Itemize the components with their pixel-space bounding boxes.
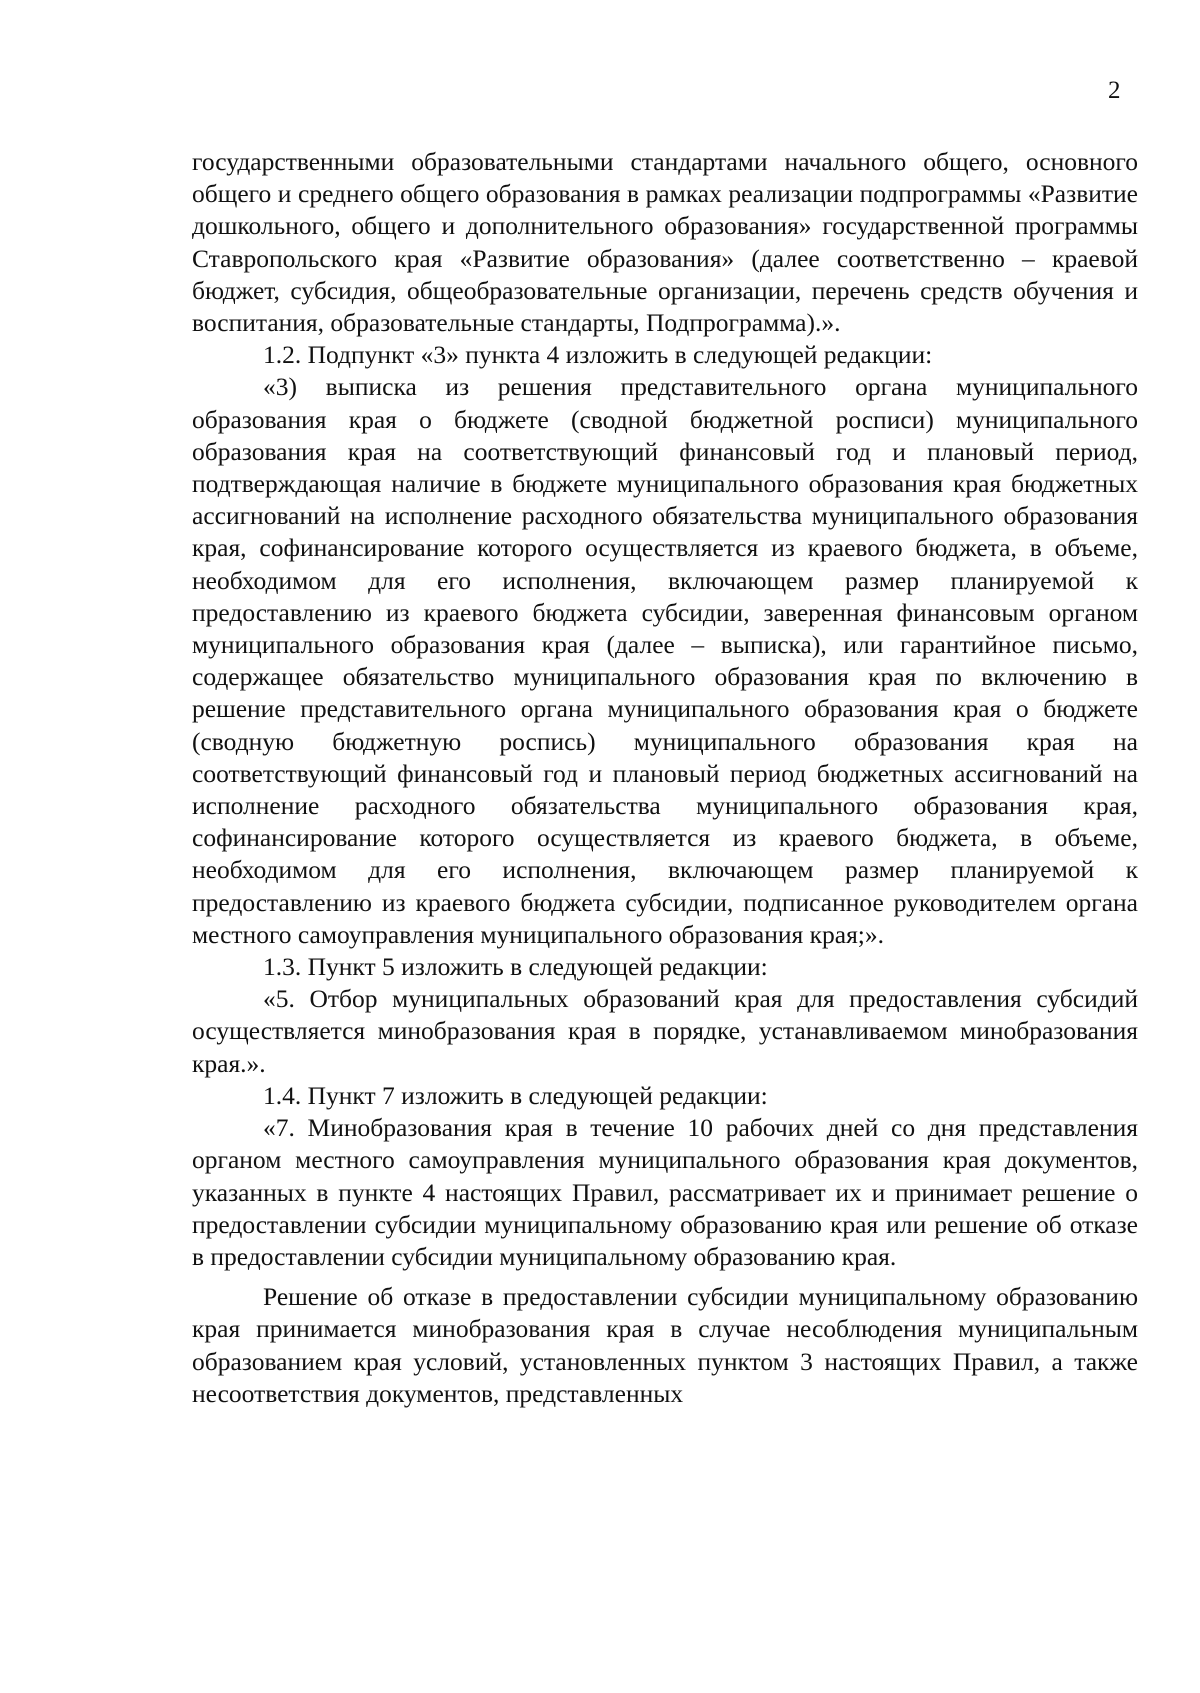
paragraph-item-1-4: 1.4. Пункт 7 изложить в следующей редакции: xyxy=(263,1080,768,1110)
paragraph-subitem-3: «3) выписка из решения представительного органа муниципального образования края о бюджете (сводной бюджетной росписи) муниципального образования края на соответствующий финансовый год и плановый период, подтверждающая наличие в бюджете муниципального образования края бюджетных ассигнований на исполнение расходного обязательства муниципального образования края, софинансирование которого осуществляется из краевого бюджета, в объеме, необходимом для его исполнения, включающем размер планируемой к предоставлению из краевого бюджета субсидии, заверенная финансовым органом муниципального образования края (далее – выписка), или гарантийное письмо, содержащее обязательство муниципального образования края по включению в решение представительного органа муниципального образования края о бюджете (сводную бюджетную роспись) муниципального образования края на соответствующий финансовый год и плановый период бюджетных ассигнований на исполнение расходного обязательства муниципального образования края, софинансирование которого осуществляется из краевого бюджета, в объеме, необходимом для его исполнения, включающем размер планируемой к предоставлению из краевого бюджета субсидии, подписанное руководителем органа местного самоуправления муниципального образования края;». xyxy=(192,372,1138,949)
paragraph-continuation: государственными образовательными стандартами начального общего, основного общего и среднего общего образования в рамках реализации подпрограммы «Развитие дошкольного, общего и дополнительного образования» государственной программы Ставропольского края «Развитие образования» (далее соответственно – краевой бюджет, субсидия, общеобразовательные организации, перечень средств обучения и воспитания, образовательные стандарты, Подпрограмма).». xyxy=(192,147,1138,338)
page-number: 2 xyxy=(1108,77,1121,104)
paragraph-item-1-2: 1.2. Подпункт «3» пункта 4 изложить в следующей редакции: xyxy=(263,340,933,370)
document-body xyxy=(192,146,1138,1410)
paragraph-clause-5: «5. Отбор муниципальных образований края для предоставления субсидий осуществляется минобразования края в порядке, устанавливаемом минобразования края.». xyxy=(192,984,1138,1078)
paragraph-refusal-decision: Решение об отказе в предоставлении субсидии муниципальному образованию края принимается минобразования края в случае несоблюдения муниципальным образованием края условий, установленных пунктом 3 настоящих Правил, а также несоответствия документов, представленных xyxy=(192,1282,1138,1408)
paragraph-item-1-3: 1.3. Пункт 5 изложить в следующей редакции: xyxy=(263,952,768,982)
paragraph-clause-7: «7. Минобразования края в течение 10 рабочих дней со дня представления органом местного самоуправления муниципального образования края документов, указанных в пункте 4 настоящих Правил, рассматривает их и принимает решение о предоставлении субсидии муниципальному образованию края или решение об отказе в предоставлении субсидии муниципальному образованию края. xyxy=(192,1113,1138,1271)
